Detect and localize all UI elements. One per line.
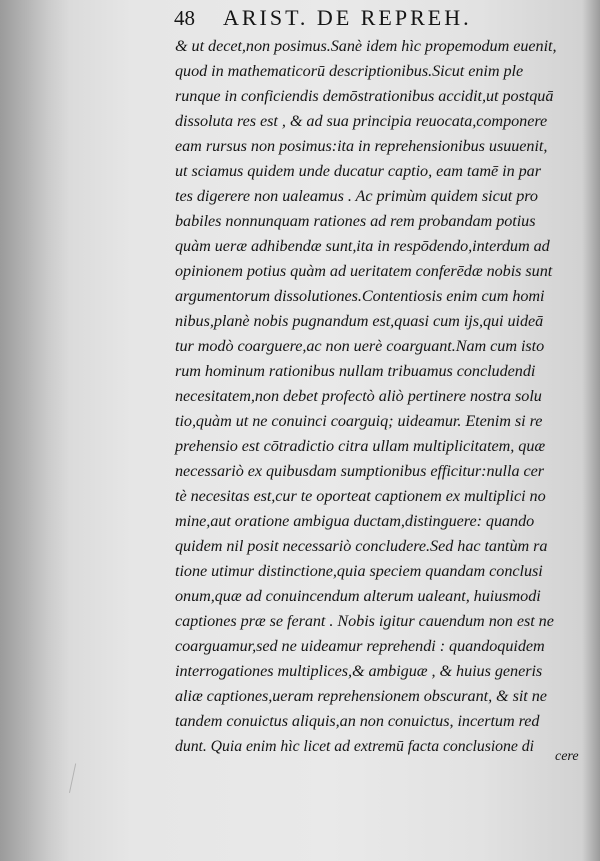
text-line: tione utimur distinctione,quia speciem quandam conclusi xyxy=(175,562,543,580)
catchword: cere xyxy=(555,749,579,764)
running-title: ARIST. DE REPREH. xyxy=(223,5,472,30)
show-through-ink xyxy=(10,26,130,60)
text-line: runque in conficiendis demōstrationibus accidit,ut postquā xyxy=(175,87,554,105)
page-number: 48 xyxy=(174,6,195,30)
text-line: tandem conuictus aliquis,an non conuictus, incertum red xyxy=(175,712,540,730)
margin-ink-mark xyxy=(69,763,84,794)
text-line: captiones præ se ferant . Nobis igitur cauendum non est ne xyxy=(175,612,554,630)
running-header xyxy=(174,4,574,32)
text-line: ut sciamus quidem unde ducatur captio, eam tamē in par xyxy=(175,162,541,180)
text-line: interrogationes multiplices,& ambiguæ , & huius generis xyxy=(175,662,543,680)
text-line: dunt. Quia enim hìc licet ad extremū facta conclusione di xyxy=(175,738,534,755)
text-line: rum hominum rationibus nullam tribuamus concludendi xyxy=(175,362,536,380)
text-line: aliæ captiones,ueram reprehensionem obscurant, & sit ne xyxy=(175,687,547,705)
text-line: argumentorum dissolutiones.Contentiosis enim cum homi xyxy=(175,287,545,305)
text-line: mine,aut oratione ambigua ductam,distinguere: quando xyxy=(175,512,535,530)
text-line: opinionem potius quàm ad ueritatem conferēdæ nobis sunt xyxy=(175,262,553,280)
text-line: tes digerere non ualeamus . Ac primùm quidem sicut pro xyxy=(175,187,538,205)
text-line: & ut decet,non posimus.Sanè idem hìc propemodum euenit, xyxy=(175,37,557,55)
text-line: dissoluta res est , & ad sua principia reuocata,componere xyxy=(175,112,548,130)
text-line: onum,quæ ad conuincendum alterum ualeant, huiusmodi xyxy=(175,587,541,605)
text-line: nibus,planè nobis pugnandum est,quasi cum ijs,qui uideā xyxy=(175,312,544,330)
text-line: eam rursus non posimus:ita in reprehensionibus usuuenit, xyxy=(175,137,548,155)
text-line: tè necesitas est,cur te oporteat captionem ex multiplici no xyxy=(175,487,546,505)
text-line: coarguamur,sed ne uideamur reprehendi : quandoquidem xyxy=(175,637,545,655)
text-line: necessariò ex quibusdam sumptionibus efficitur:nulla cer xyxy=(175,462,545,480)
text-line: quod in mathematicorū descriptionibus.Sicut enim ple xyxy=(175,62,524,80)
text-line: quidem nil posit necessariò concludere.Sed hac tantùm ra xyxy=(175,537,548,555)
text-line: tio,quàm ut ne conuinci coarguiq; uideamur. Etenim si re xyxy=(175,412,543,430)
text-line: tur modò coarguere,ac non uerè coarguant.Nam cum isto xyxy=(175,337,545,355)
text-line: quàm ueræ adhibendæ sunt,ita in respōdendo,interdum ad xyxy=(175,237,550,255)
text-line: prehensio est cōtradictio citra ullam multiplicitatem, quæ xyxy=(175,437,546,455)
text-line: necesitatem,non debet profectò aliò pertinere nostra solu xyxy=(175,387,542,405)
text-line: babiles nonnunquam rationes ad rem probandam potius xyxy=(175,212,536,230)
